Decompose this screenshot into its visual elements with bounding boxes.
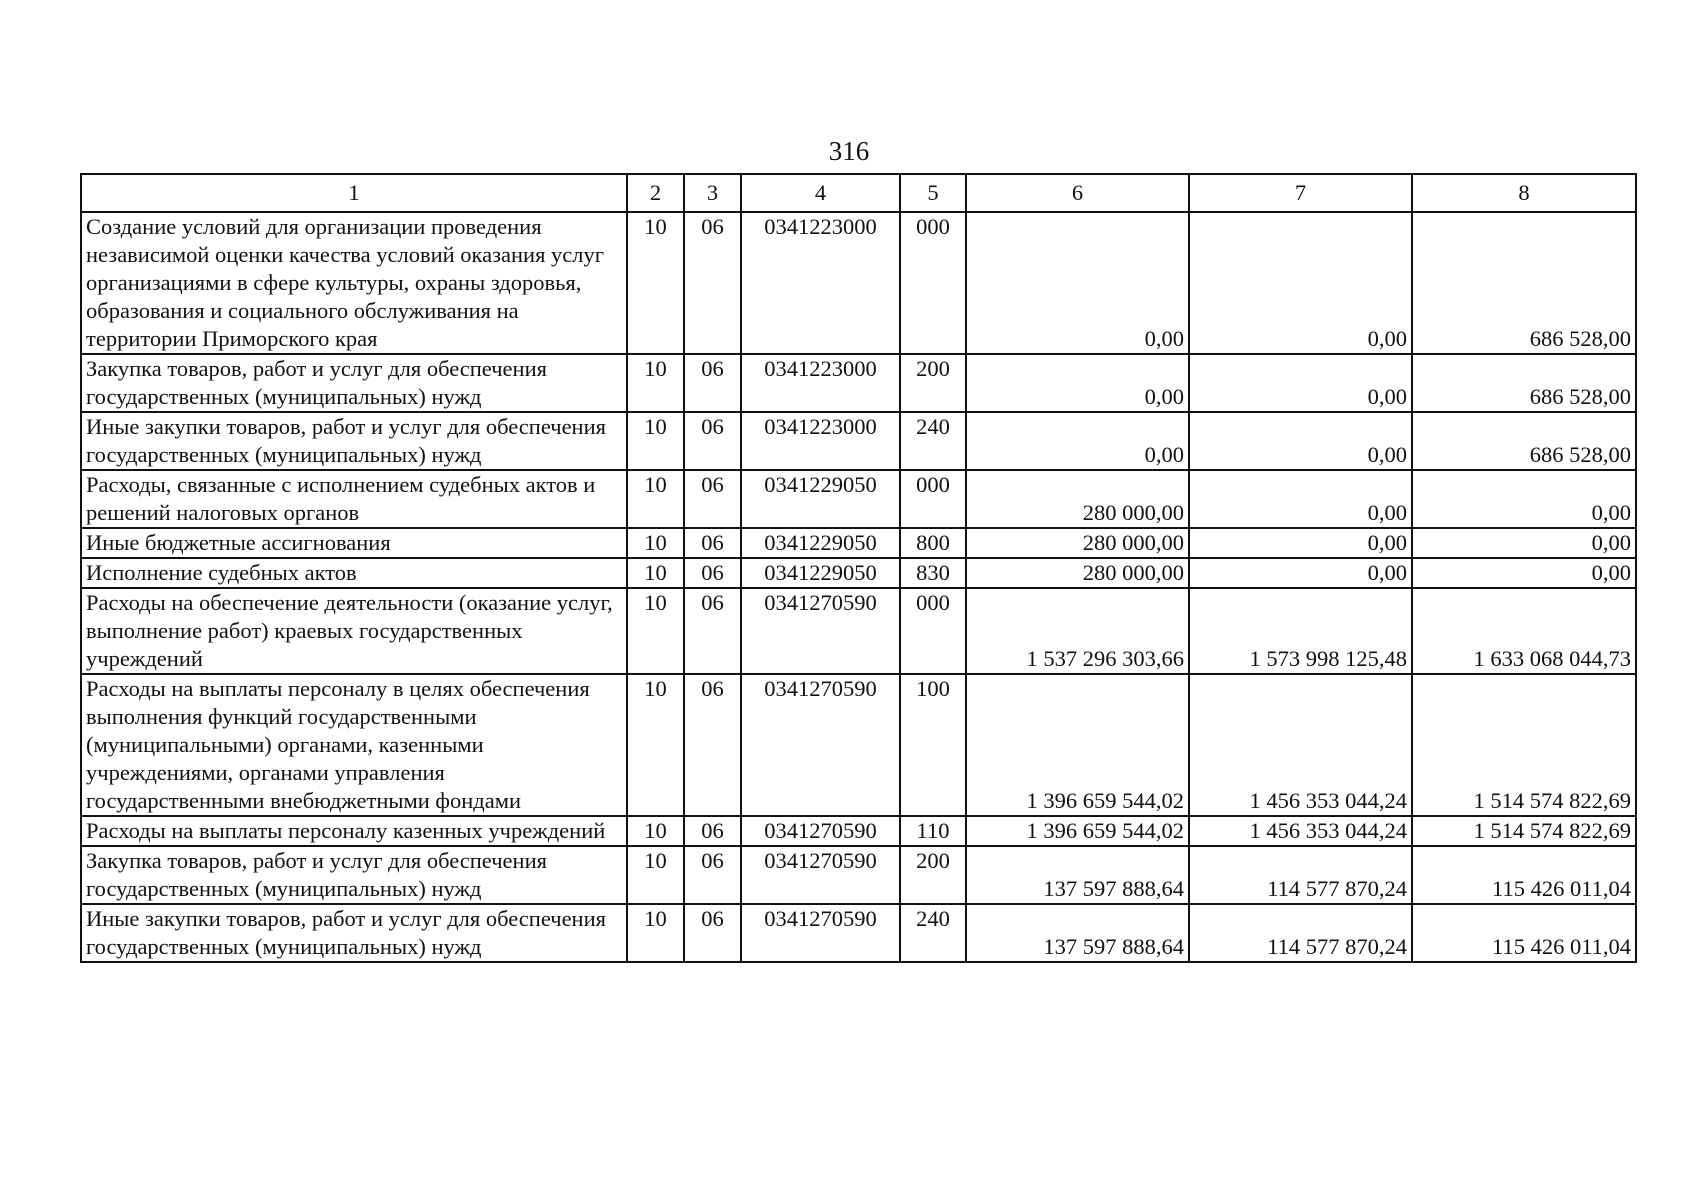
expense-name: Закупка товаров, работ и услуг для обеспечения государственных (муниципальных) нужд: [81, 354, 627, 412]
expense-name: Иные закупки товаров, работ и услуг для обеспечения государственных (муниципальных) нужд: [81, 904, 627, 962]
amount-col8: 0,00: [1412, 470, 1636, 528]
target-article-code: 0341223000: [741, 412, 900, 470]
expense-name: Расходы, связанные с исполнением судебных актов и решений налоговых органов: [81, 470, 627, 528]
amount-col6: 137 597 888,64: [966, 846, 1189, 904]
section-code: 10: [627, 212, 684, 354]
amount-col6: 1 396 659 544,02: [966, 674, 1189, 816]
amount-col8: 115 426 011,04: [1412, 846, 1636, 904]
target-article-code: 0341270590: [741, 904, 900, 962]
expense-name: Закупка товаров, работ и услуг для обеспечения государственных (муниципальных) нужд: [81, 846, 627, 904]
expense-type-code: 240: [900, 412, 966, 470]
amount-col6: 0,00: [966, 354, 1189, 412]
amount-col7: 0,00: [1189, 558, 1412, 588]
table-row: [81, 816, 1636, 846]
amount-col8: 115 426 011,04: [1412, 904, 1636, 962]
table-row: [81, 588, 1636, 674]
amount-col8: 686 528,00: [1412, 412, 1636, 470]
target-article-code: 0341270590: [741, 846, 900, 904]
amount-col7: 1 456 353 044,24: [1189, 816, 1412, 846]
amount-col8: 0,00: [1412, 528, 1636, 558]
amount-col7: 0,00: [1189, 412, 1412, 470]
amount-col6: 1 537 296 303,66: [966, 588, 1189, 674]
header-row: [81, 174, 1636, 212]
column-header: 6: [966, 174, 1189, 212]
column-header: 7: [1189, 174, 1412, 212]
section-code: 10: [627, 528, 684, 558]
expense-type-code: 000: [900, 470, 966, 528]
table-row: [81, 212, 1636, 354]
expense-type-code: 000: [900, 212, 966, 354]
expense-type-code: 110: [900, 816, 966, 846]
section-code: 10: [627, 674, 684, 816]
amount-col7: 114 577 870,24: [1189, 904, 1412, 962]
target-article-code: 0341229050: [741, 528, 900, 558]
amount-col6: 0,00: [966, 212, 1189, 354]
table-row: [81, 674, 1636, 816]
section-code: 10: [627, 588, 684, 674]
page-number: 316: [828, 136, 870, 166]
subsection-code: 06: [684, 904, 741, 962]
target-article-code: 0341223000: [741, 212, 900, 354]
amount-col6: 137 597 888,64: [966, 904, 1189, 962]
subsection-code: 06: [684, 846, 741, 904]
amount-col7: 0,00: [1189, 354, 1412, 412]
subsection-code: 06: [684, 470, 741, 528]
column-header: 3: [684, 174, 741, 212]
subsection-code: 06: [684, 412, 741, 470]
subsection-code: 06: [684, 528, 741, 558]
table-row: [81, 846, 1636, 904]
expense-name: Исполнение судебных актов: [81, 558, 627, 588]
column-header: 5: [900, 174, 966, 212]
table-row: [81, 528, 1636, 558]
table-row: [81, 904, 1636, 962]
expense-name: Иные закупки товаров, работ и услуг для обеспечения государственных (муниципальных) нужд: [81, 412, 627, 470]
table-row: [81, 412, 1636, 470]
section-code: 10: [627, 904, 684, 962]
amount-col8: 1 633 068 044,73: [1412, 588, 1636, 674]
section-code: 10: [627, 816, 684, 846]
amount-col8: 1 514 574 822,69: [1412, 674, 1636, 816]
expense-name: Расходы на выплаты персоналу казенных учреждений: [81, 816, 627, 846]
amount-col8: 0,00: [1412, 558, 1636, 588]
expense-name: Расходы на обеспечение деятельности (оказание услуг, выполнение работ) краевых государственных учреждений: [81, 588, 627, 674]
target-article-code: 0341229050: [741, 558, 900, 588]
subsection-code: 06: [684, 674, 741, 816]
expense-type-code: 240: [900, 904, 966, 962]
amount-col6: 280 000,00: [966, 528, 1189, 558]
expense-name: Расходы на выплаты персоналу в целях обеспечения выполнения функций государственными (муниципальными) органами, казенными учреждениями, органами управления государственными внебюджетными фондами: [81, 674, 627, 816]
expense-name: Иные бюджетные ассигнования: [81, 528, 627, 558]
amount-col7: 0,00: [1189, 470, 1412, 528]
section-code: 10: [627, 558, 684, 588]
amount-col7: 0,00: [1189, 528, 1412, 558]
target-article-code: 0341270590: [741, 588, 900, 674]
amount-col7: 114 577 870,24: [1189, 846, 1412, 904]
amount-col6: 0,00: [966, 412, 1189, 470]
expense-type-code: 100: [900, 674, 966, 816]
expense-type-code: 800: [900, 528, 966, 558]
target-article-code: 0341270590: [741, 816, 900, 846]
column-header: 8: [1412, 174, 1636, 212]
expense-type-code: 000: [900, 588, 966, 674]
target-article-code: 0341229050: [741, 470, 900, 528]
section-code: 10: [627, 470, 684, 528]
expense-type-code: 830: [900, 558, 966, 588]
target-article-code: 0341270590: [741, 674, 900, 816]
section-code: 10: [627, 412, 684, 470]
subsection-code: 06: [684, 212, 741, 354]
expense-type-code: 200: [900, 846, 966, 904]
subsection-code: 06: [684, 354, 741, 412]
budget-table: [80, 173, 1637, 963]
subsection-code: 06: [684, 588, 741, 674]
amount-col8: 1 514 574 822,69: [1412, 816, 1636, 846]
amount-col7: 1 573 998 125,48: [1189, 588, 1412, 674]
section-code: 10: [627, 354, 684, 412]
column-header: 4: [741, 174, 900, 212]
amount-col6: 1 396 659 544,02: [966, 816, 1189, 846]
amount-col6: 280 000,00: [966, 558, 1189, 588]
amount-col7: 0,00: [1189, 212, 1412, 354]
target-article-code: 0341223000: [741, 354, 900, 412]
table-row: [81, 558, 1636, 588]
subsection-code: 06: [684, 816, 741, 846]
subsection-code: 06: [684, 558, 741, 588]
amount-col8: 686 528,00: [1412, 354, 1636, 412]
amount-col6: 280 000,00: [966, 470, 1189, 528]
section-code: 10: [627, 846, 684, 904]
expense-name: Создание условий для организации проведения независимой оценки качества условий оказания услуг организациями в сфере культуры, охраны здоровья, образования и социального обслуживания на территории Приморского края: [81, 212, 627, 354]
column-header: 1: [81, 174, 627, 212]
table-row: [81, 354, 1636, 412]
column-header: 2: [627, 174, 684, 212]
amount-col8: 686 528,00: [1412, 212, 1636, 354]
expense-type-code: 200: [900, 354, 966, 412]
table-row: [81, 470, 1636, 528]
amount-col7: 1 456 353 044,24: [1189, 674, 1412, 816]
